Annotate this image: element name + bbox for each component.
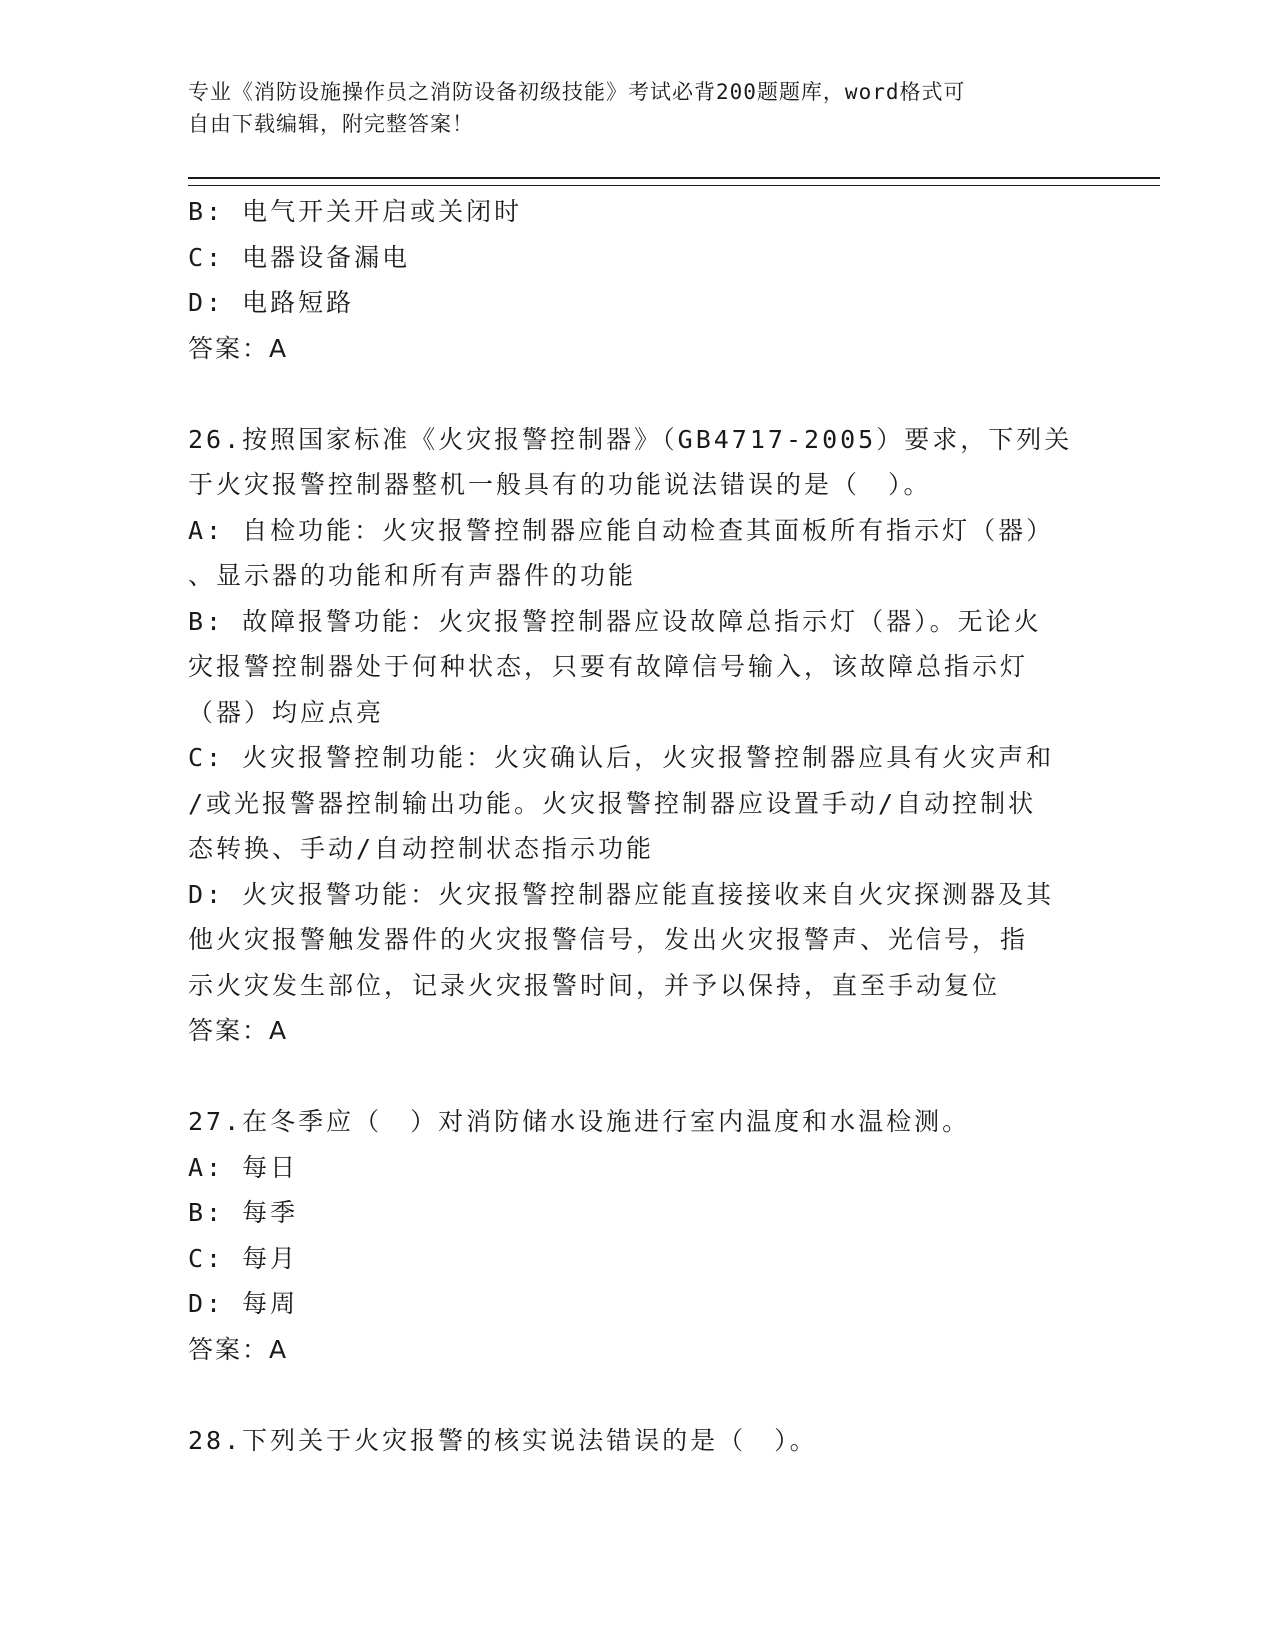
header-divider	[188, 177, 1160, 186]
spacer	[188, 371, 1078, 417]
q27-option-d: D: 每周	[188, 1289, 299, 1318]
q26-option-d-line-1: D: 火灾报警功能：火灾报警控制器应能直接接收来自火灾探测器及其	[188, 879, 1055, 909]
q27-option-c: C: 每月	[188, 1243, 299, 1273]
q26-option-a-line-2: 、显示器的功能和所有声器件的功能	[188, 561, 637, 590]
header-line-2: 自由下载编辑，附完整答案！	[188, 112, 474, 136]
spacer	[188, 1054, 1078, 1100]
question-25-tail	[188, 189, 1078, 371]
q26-option-d-line-2: 他火灾报警触发器件的火灾报警信号，发出火灾报警声、光信号，指	[188, 925, 1029, 954]
question-28	[188, 1418, 1078, 1464]
q25-option-b: B: 电气开关开启或关闭时	[188, 197, 523, 226]
q27-option-b: B: 每季	[188, 1198, 299, 1227]
header-line-1: 专业《消防设施操作员之消防设备初级技能》考试必背200题题库，word格式可	[188, 80, 966, 104]
spacer	[188, 1372, 1078, 1418]
question-list	[188, 189, 1078, 1463]
q27-option-a: A: 每日	[188, 1152, 299, 1182]
q26-stem-line-1: 26.按照国家标准《火灾报警控制器》（GB4717-2005）要求，下列关	[188, 424, 1073, 454]
q26-option-b-line-3: （器）均应点亮	[188, 697, 385, 727]
q25-option-d: D: 电路短路	[188, 288, 355, 317]
q26-option-b-line-1: B: 故障报警功能：火灾报警控制器应设故障总指示灯（器）。无论火	[188, 606, 1042, 636]
q26-option-d-line-3: 示火灾发生部位，记录火灾报警时间，并予以保持，直至手动复位	[188, 970, 1001, 1000]
q26-answer: 答案：A	[188, 1016, 289, 1045]
q28-stem: 28.下列关于火灾报警的核实说法错误的是（ ）。	[188, 1425, 818, 1455]
q26-option-b-line-2: 灾报警控制器处于何种状态，只要有故障信号输入，该故障总指示灯	[188, 652, 1029, 681]
q26-option-a-line-1: A: 自检功能：火灾报警控制器应能自动检查其面板所有指示灯（器）	[188, 515, 1055, 545]
q27-answer: 答案：A	[188, 1334, 289, 1364]
question-27	[188, 1099, 1078, 1372]
q26-option-c-line-1: C: 火灾报警控制功能：火灾确认后，火灾报警控制器应具有火灾声和	[188, 743, 1055, 772]
q25-answer: 答案：A	[188, 333, 289, 363]
q27-stem: 27.在冬季应（ ）对消防储水设施进行室内温度和水温检测。	[188, 1107, 971, 1136]
question-26	[188, 417, 1078, 1054]
q25-option-c: C: 电器设备漏电	[188, 242, 411, 272]
document-header	[188, 76, 1068, 140]
q26-stem-line-2: 于火灾报警控制器整机一般具有的功能说法错误的是（ ）。	[188, 470, 932, 499]
q26-option-c-line-2: /或光报警器控制输出功能。火灾报警控制器应设置手动/自动控制状	[188, 788, 1037, 818]
q26-option-c-line-3: 态转换、手动/自动控制状态指示功能	[188, 834, 655, 863]
